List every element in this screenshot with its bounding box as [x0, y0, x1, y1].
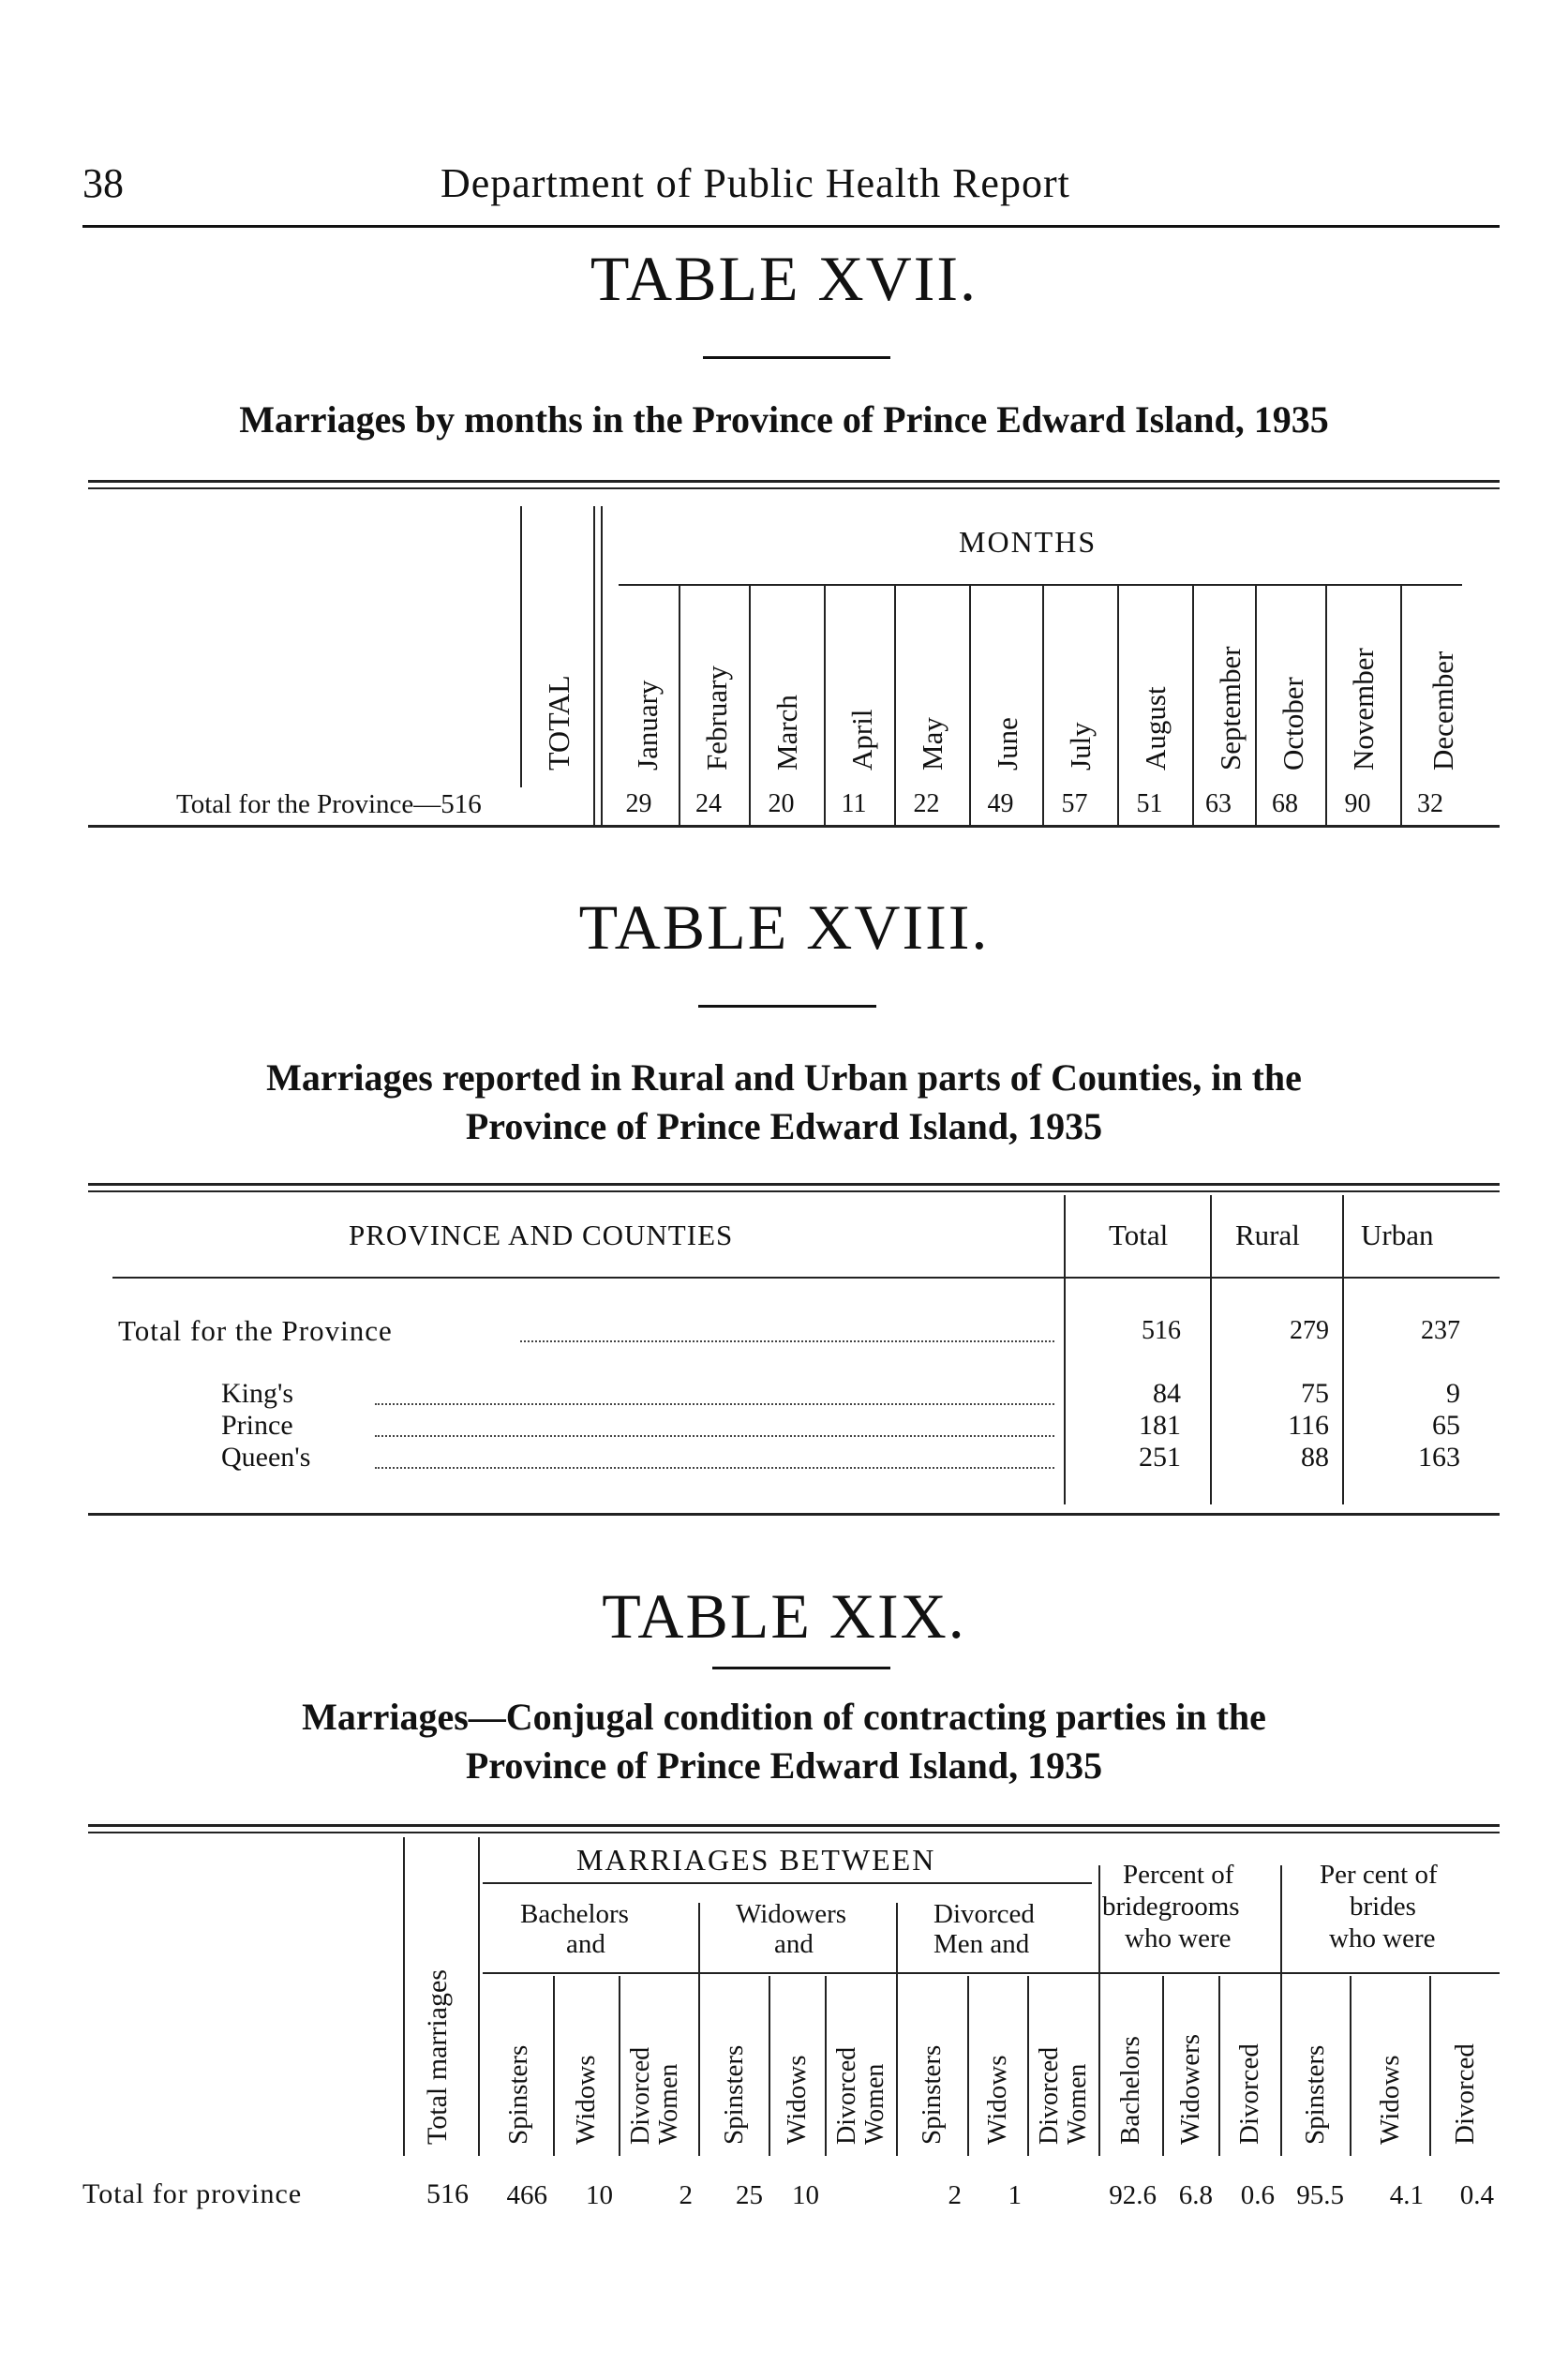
- t19-value: 25: [736, 2180, 763, 2210]
- t19-vline: [896, 1976, 898, 2156]
- t17-row-label: Total for the Province—516: [176, 789, 482, 819]
- table18-caption-line1: Marriages reported in Rural and Urban parts of Counties, in the: [266, 1056, 1302, 1099]
- t19-subcol-header-part: Divorced: [1035, 2046, 1064, 2145]
- t17-month-header: December: [1426, 651, 1459, 771]
- t17-month-value: 68: [1272, 789, 1298, 818]
- dot-leader: [520, 1340, 1054, 1342]
- t19-row-label: Total for province: [82, 2178, 303, 2209]
- t18-county-label: Queen's: [221, 1442, 311, 1473]
- group-divorced-1: Divorced: [933, 1899, 1035, 1929]
- t19-value: 4.1: [1389, 2180, 1424, 2210]
- t18-county-total: 84: [1153, 1378, 1181, 1409]
- t19-subcol-header-part: Women: [654, 2063, 683, 2145]
- t18-county-rural: 116: [1288, 1410, 1329, 1441]
- t19-vline: [698, 1976, 700, 2156]
- table18-top-rule-2: [88, 1190, 1500, 1192]
- t19-subcol-header-part: Women: [1063, 2063, 1092, 2145]
- table18-bottom-rule: [88, 1513, 1500, 1516]
- table18-caption-line2: Province of Prince Edward Island, 1935: [465, 1105, 1103, 1147]
- t17-vline: [520, 506, 522, 787]
- table19-title: TABLE XIX.: [602, 1580, 966, 1652]
- t18-total-label: Total for the Province: [118, 1314, 393, 1347]
- table19-caption-line1: Marriages—Conjugal condition of contracting parties in the: [302, 1696, 1266, 1738]
- t19-subheader-rule: [483, 1972, 1500, 1974]
- t19-vline: [1162, 1976, 1164, 2156]
- t19-vline: [1429, 1976, 1431, 2156]
- t17-month-value: 90: [1344, 789, 1371, 818]
- t17-month-value: 29: [625, 789, 652, 818]
- t19-total-header: Total marriages: [422, 1969, 453, 2145]
- t19-subcol-header: Spinsters: [719, 2044, 749, 2145]
- t19-vline: [1027, 1976, 1029, 2156]
- t17-month-header: October: [1277, 677, 1309, 771]
- t19-subcol-header-part: Women: [860, 2063, 889, 2145]
- t19-subcol-header-part: Divorced: [626, 2046, 655, 2145]
- dot-leader: [375, 1403, 1054, 1405]
- t17-month-header: June: [991, 717, 1023, 771]
- t19-subcol-header: Widows: [982, 2055, 1012, 2145]
- t19-vline: [825, 1976, 827, 2156]
- t17-month-value: 57: [1061, 789, 1088, 818]
- t19-vline: [478, 1837, 480, 2156]
- t18-col-head-label: PROVINCE AND COUNTIES: [349, 1219, 734, 1251]
- t19-value: 0.4: [1459, 2180, 1494, 2210]
- t19-subcol-header: Bachelors: [1115, 2036, 1145, 2145]
- t18-vline: [1210, 1195, 1212, 1504]
- t17-month-value: 20: [768, 789, 795, 818]
- t18-vline: [1342, 1195, 1344, 1504]
- t18-county-urban: 163: [1418, 1442, 1460, 1473]
- t19-vline: [619, 1976, 620, 2156]
- header-rule: [82, 225, 1500, 228]
- t17-month-value: 22: [913, 789, 940, 818]
- t19-subcol-header: Widows: [782, 2055, 812, 2145]
- t19-subcol-header: Widows: [1375, 2055, 1405, 2145]
- t19-vline: [967, 1976, 969, 2156]
- t18-county-urban: 9: [1446, 1378, 1460, 1409]
- percent-brides-1: Per cent of: [1320, 1860, 1438, 1890]
- t18-total-total: 516: [1142, 1316, 1181, 1345]
- t18-county-rural: 75: [1301, 1378, 1329, 1409]
- t19-value: 466: [506, 2180, 547, 2210]
- dot-leader: [375, 1467, 1054, 1469]
- t19-row-total: 516: [426, 2178, 469, 2209]
- table19-caption-line2: Province of Prince Edward Island, 1935: [465, 1744, 1103, 1787]
- t18-county-total: 181: [1139, 1410, 1181, 1441]
- t19-vline: [403, 1837, 405, 2156]
- t19-subcol-header: Divorced: [1450, 2043, 1480, 2145]
- t19-subcol-header: Spinsters: [1300, 2044, 1330, 2145]
- running-title: Department of Public Health Report: [441, 160, 1070, 206]
- table18-title-rule: [698, 1005, 876, 1008]
- t18-header-rule: [112, 1277, 1500, 1279]
- t17-month-value: 24: [695, 789, 722, 818]
- t17-month-header: July: [1064, 722, 1097, 771]
- t17-month-value: 32: [1417, 789, 1443, 818]
- t18-total-rural: 279: [1290, 1316, 1329, 1345]
- t19-vline: [553, 1976, 555, 2156]
- table19-top-rule-2: [88, 1832, 1500, 1833]
- months-header-rule: [619, 584, 1462, 586]
- table17-top-rule: [88, 480, 1500, 483]
- group-widowers-1: Widowers: [736, 1899, 847, 1929]
- t18-county-label: King's: [221, 1378, 294, 1409]
- t19-subcol-header: Spinsters: [917, 2044, 947, 2145]
- t18-total-urban: 237: [1421, 1316, 1460, 1345]
- months-header: MONTHS: [959, 525, 1098, 559]
- t17-month-header: August: [1139, 686, 1172, 771]
- table19-title-rule: [712, 1667, 890, 1669]
- t17-month-header: September: [1214, 646, 1247, 771]
- percent-grooms-1: Percent of: [1123, 1860, 1234, 1890]
- page-number: 38: [82, 160, 124, 206]
- t19-subcol-header: Widowers: [1175, 2033, 1205, 2145]
- t18-col-total: Total: [1109, 1219, 1169, 1251]
- percent-brides-2: brides: [1350, 1892, 1416, 1922]
- table17-title: TABLE XVII.: [590, 243, 978, 314]
- t19-vline: [1350, 1976, 1351, 2156]
- table17-title-rule: [703, 356, 890, 359]
- t19-vline: [769, 1976, 770, 2156]
- t17-month-header: November: [1347, 648, 1380, 771]
- marriages-between-header: MARRIAGES BETWEEN: [576, 1843, 936, 1877]
- t18-col-rural: Rural: [1235, 1219, 1300, 1251]
- table19-top-rule: [88, 1824, 1500, 1827]
- t18-vline: [1064, 1195, 1066, 1504]
- t17-month-header: January: [631, 680, 664, 771]
- t17-total-header: TOTAL: [542, 675, 575, 771]
- t19-value: 10: [792, 2180, 819, 2210]
- t18-county-rural: 88: [1301, 1442, 1329, 1473]
- dot-leader: [375, 1435, 1054, 1437]
- table17-top-rule-2: [88, 487, 1500, 489]
- t18-col-urban: Urban: [1361, 1219, 1434, 1251]
- group-bachelors-2: and: [566, 1929, 605, 1959]
- group-bachelors-1: Bachelors: [520, 1899, 629, 1929]
- t17-month-header: March: [770, 695, 803, 771]
- t19-vline: [1280, 1976, 1282, 2156]
- t19-vline: [1218, 1976, 1220, 2156]
- t19-value: 92.6: [1109, 2180, 1157, 2210]
- t17-month-value: 49: [987, 789, 1014, 818]
- t17-month-value: 51: [1136, 789, 1163, 818]
- t19-subcol-header: Spinsters: [503, 2044, 533, 2145]
- percent-grooms-3: who were: [1125, 1923, 1232, 1953]
- t18-county-total: 251: [1139, 1442, 1181, 1473]
- percent-grooms-2: bridegrooms: [1102, 1892, 1240, 1922]
- t18-county-label: Prince: [221, 1410, 293, 1441]
- table18-title: TABLE XVIII.: [578, 891, 990, 963]
- t19-value: 0.6: [1240, 2180, 1275, 2210]
- t17-vline: [1400, 586, 1402, 825]
- t17-month-value: 63: [1205, 789, 1232, 818]
- t17-month-header: April: [845, 709, 878, 771]
- t19-vline: [1098, 1976, 1100, 2156]
- t19-value: 2: [679, 2180, 693, 2210]
- t19-value: 2: [948, 2180, 962, 2210]
- t17-month-header: February: [700, 666, 733, 771]
- t17-vline: [593, 506, 595, 825]
- percent-brides-3: who were: [1329, 1923, 1436, 1953]
- table17-caption: Marriages by months in the Province of Prince Edward Island, 1935: [239, 398, 1329, 441]
- t17-month-value: 11: [841, 789, 867, 818]
- group-widowers-2: and: [774, 1929, 814, 1959]
- t18-county-urban: 65: [1432, 1410, 1460, 1441]
- t19-value: 6.8: [1178, 2180, 1213, 2210]
- t17-month-header: May: [916, 717, 948, 771]
- group-divorced-2: Men and: [933, 1929, 1030, 1959]
- marriages-between-rule: [483, 1882, 1092, 1884]
- table17-bottom-rule: [88, 825, 1500, 828]
- t19-subcol-header: Divorced: [1234, 2043, 1264, 2145]
- t19-subcol-header-part: Divorced: [832, 2046, 861, 2145]
- t19-value: 1: [1008, 2180, 1022, 2210]
- t17-vline: [601, 506, 603, 825]
- t19-value: 95.5: [1296, 2180, 1344, 2210]
- table18-top-rule: [88, 1183, 1500, 1186]
- t19-subcol-header: Widows: [571, 2055, 601, 2145]
- t19-value: 10: [586, 2180, 613, 2210]
